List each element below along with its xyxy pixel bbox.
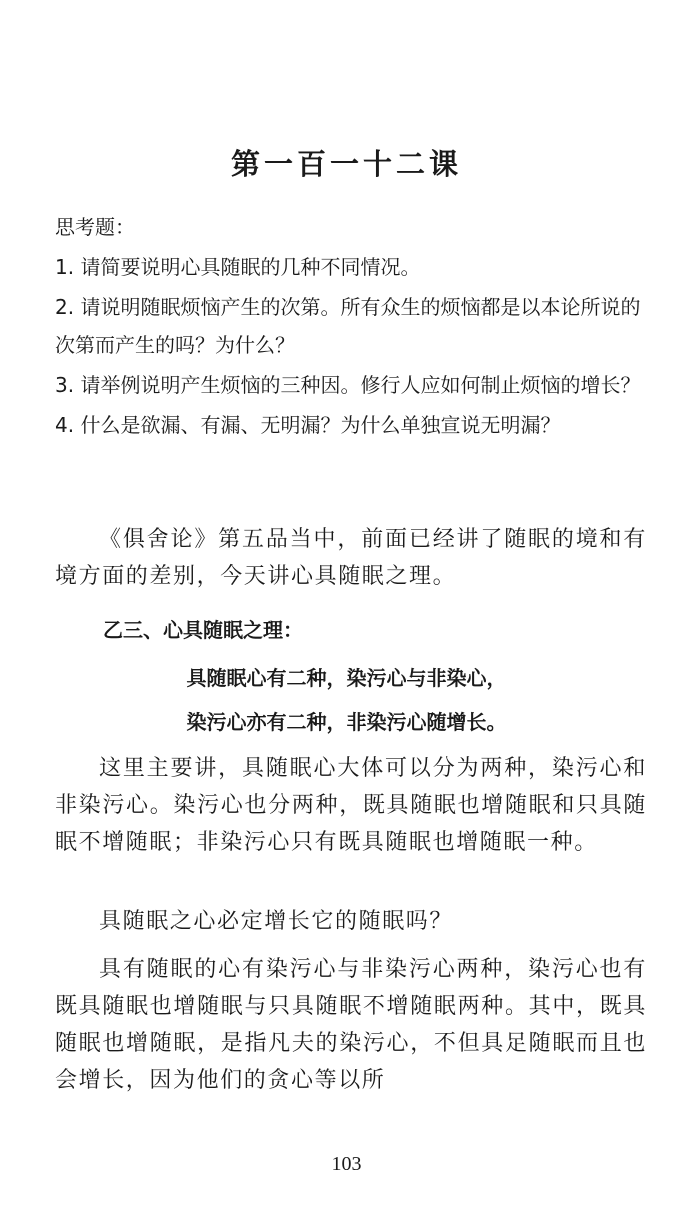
paragraph: 具有随眠的心有染污心与非染污心两种，染污心也有既具随眠也增随眠与只具随眠不增随眠两种。其中，既具随眠也增随眠，是指凡夫的染污心，不但具足随眠而且也会增长，因为他们的贪心等以所	[55, 957, 647, 1093]
page-number: 103	[331, 1153, 362, 1175]
paragraph: 这里主要讲，具随眠心大体可以分为两种，染污心和非染污心。染污心也分两种，既具随眠也增随眠和只具随眠不增随眠；非染污心只有既具随眠也增随眠一种。	[55, 756, 647, 855]
question-item: 2. 请说明随眠烦恼产生的次第。所有众生的烦恼都是以本论所说的次第而产生的吗？为什么？	[55, 295, 641, 357]
paragraph-explanation	[55, 750, 647, 861]
questions-header: 思考题：	[55, 215, 135, 239]
intro-paragraph: 《俱舍论》第五品当中，前面已经讲了随眠的境和有境方面的差别，今天讲心具随眠之理。	[55, 527, 647, 589]
paragraph-question	[55, 903, 647, 940]
discussion-questions	[55, 208, 655, 444]
lesson-title: 第一百一十二课	[230, 147, 462, 181]
section-heading: 乙三、心具随眠之理：	[103, 618, 303, 642]
paragraph: 具随眠之心必定增长它的随眠吗？	[99, 909, 454, 934]
intro-paragraph-block	[55, 521, 647, 595]
verse-line-1: 具随眠心有二种，染污心与非染心，	[186, 666, 507, 690]
paragraph-answer	[55, 951, 647, 1099]
question-item: 1. 请简要说明心具随眠的几种不同情况。	[55, 255, 421, 279]
question-item: 4. 什么是欲漏、有漏、无明漏？为什么单独宣说无明漏？	[55, 413, 561, 437]
verse-line-2: 染污心亦有二种，非染污心随增长。	[186, 710, 507, 734]
question-item: 3. 请举例说明产生烦恼的三种因。修行人应如何制止烦恼的增长？	[55, 373, 641, 397]
